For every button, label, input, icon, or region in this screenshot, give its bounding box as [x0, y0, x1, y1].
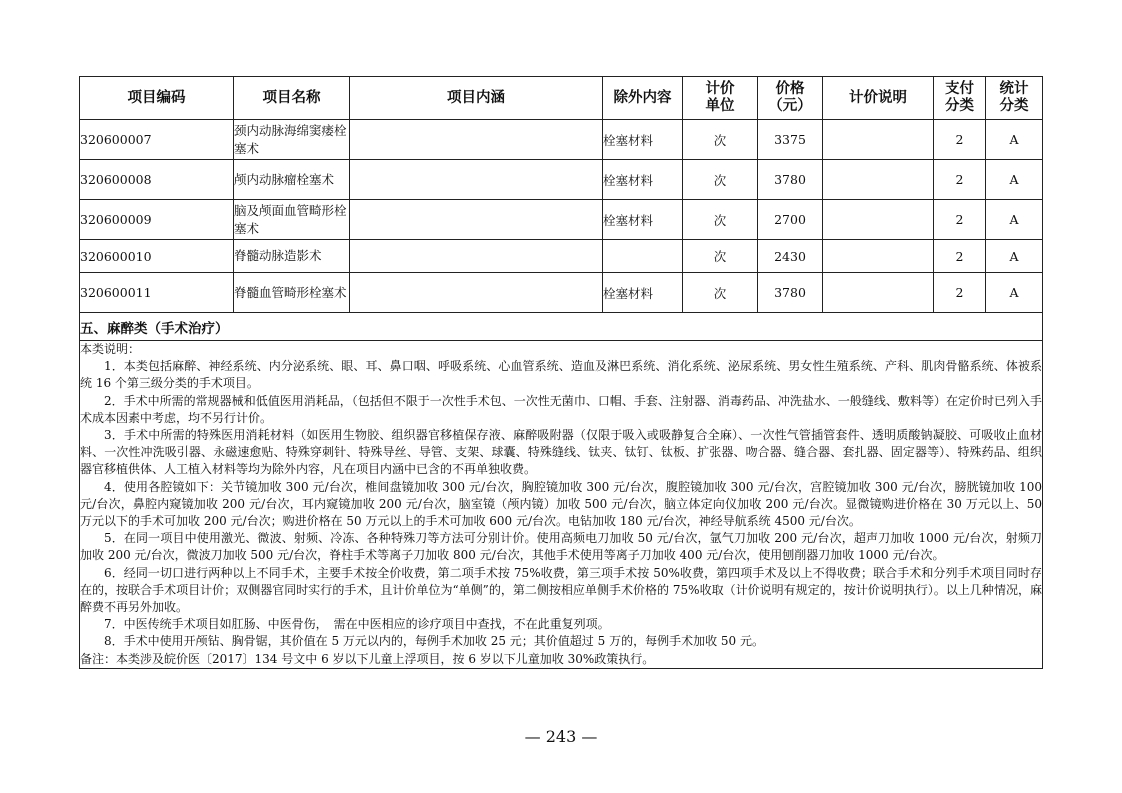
note-paragraph: 2．手术中所需的常规器械和低值医用消耗品，（包括但不限于一次性手术包、一次性无菌巾、口帽、手套、注射器、消毒药品、冲洗盐水、一般缝线、敷料等）在定价时已列入手术成本因素中考虑，均不另行计价。 [80, 393, 1042, 425]
note-paragraph: 8．手术中使用开颅钻、胸骨锯，其价值在 5 万元以内的，每例手术加收 25 元；其价值超过 5 万的，每例手术加收 50 元。 [104, 634, 764, 649]
header-stat: 统计 分类 [986, 77, 1043, 120]
table-row [80, 240, 1043, 273]
cell-stat: A [986, 120, 1043, 160]
section-row [80, 313, 1043, 341]
cell-content [350, 240, 603, 273]
note-paragraph: 7．中医传统手术项目如肛肠、中医骨伤， 需在中医相应的诊疗项目中查找，不在此重复列项。 [104, 617, 610, 632]
cell-unit: 次 [683, 240, 758, 273]
notes-cell [80, 341, 1043, 669]
cell-price: 2430 [758, 240, 823, 273]
header-pay: 支付 分类 [934, 77, 986, 120]
notes-remark: 备注：本类涉及皖价医〔2017〕134 号文中 6 岁以下儿童上浮项目，按 6 岁以下儿童加收 30%政策执行。 [80, 651, 655, 666]
cell-code: 320600011 [80, 273, 234, 313]
cell-unit: 次 [683, 273, 758, 313]
table-row [80, 160, 1043, 200]
table-row [80, 200, 1043, 240]
cell-price: 3780 [758, 273, 823, 313]
cell-name: 颅内动脉瘤栓塞术 [234, 160, 350, 200]
page-number: — 243 — [524, 727, 598, 746]
note-paragraph: 1．本类包括麻醉、神经系统、内分泌系统、眼、耳、鼻口咽、呼吸系统、心血管系统、造血及淋巴系统、消化系统、泌尿系统、男女性生殖系统、产科、肌肉骨骼系统、体被系统 16 个第三级分类的手术项目。 [80, 359, 1042, 391]
cell-exclude [603, 240, 683, 273]
cell-stat: A [986, 160, 1043, 200]
header-content: 项目内涵 [350, 77, 603, 120]
cell-name: 脊髓动脉造影术 [234, 240, 350, 273]
cell-exclude: 栓塞材料 [603, 273, 683, 313]
cell-content [350, 120, 603, 160]
cell-unit: 次 [683, 160, 758, 200]
cell-exclude: 栓塞材料 [603, 160, 683, 200]
cell-pay: 2 [934, 200, 986, 240]
cell-content [350, 200, 603, 240]
cell-code: 320600008 [80, 160, 234, 200]
cell-exclude: 栓塞材料 [603, 200, 683, 240]
header-name: 项目名称 [234, 77, 350, 120]
cell-price: 3780 [758, 160, 823, 200]
table-row [80, 273, 1043, 313]
cell-name: 脊髓血管畸形栓塞术 [234, 273, 350, 313]
notes-row [80, 341, 1043, 669]
section-title: 五、麻醉类（手术治疗） [80, 313, 1043, 341]
cell-desc [823, 240, 934, 273]
cell-content [350, 160, 603, 200]
cell-price: 2700 [758, 200, 823, 240]
notes-heading: 本类说明： [80, 342, 141, 356]
cell-code: 320600009 [80, 200, 234, 240]
table-row [80, 120, 1043, 160]
header-desc: 计价说明 [823, 77, 934, 120]
header-code: 项目编码 [80, 77, 234, 120]
cell-exclude: 栓塞材料 [603, 120, 683, 160]
cell-code: 320600007 [80, 120, 234, 160]
cell-code: 320600010 [80, 240, 234, 273]
cell-unit: 次 [683, 120, 758, 160]
cell-price: 3375 [758, 120, 823, 160]
header-unit: 计价 单位 [683, 77, 758, 120]
note-paragraph: 6．经同一切口进行两种以上不同手术，主要手术按全价收费，第二项手术按 75%收费，第三项手术按 50%收费，第四项手术及以上不得收费；联合手术和分列手术项目同时存在的，按联合手术项目计价；双侧器官同时实行的手术，且计价单位为“单侧”的，第二侧按相应单侧手术价格的 75%收取（计价说明有规定的，按计价说明执行）。以上几种情况，麻醉费不再另外加收。 [80, 565, 1042, 615]
cell-pay: 2 [934, 240, 986, 273]
cell-stat: A [986, 200, 1043, 240]
cell-stat: A [986, 273, 1043, 313]
cell-content [350, 273, 603, 313]
cell-desc [823, 273, 934, 313]
cell-desc [823, 200, 934, 240]
cell-name: 颈内动脉海绵窦瘘栓塞术 [234, 120, 350, 160]
cell-pay: 2 [934, 120, 986, 160]
cell-stat: A [986, 240, 1043, 273]
note-paragraph: 4．使用各腔镜如下：关节镜加收 300 元/台次，椎间盘镜加收 300 元/台次，胸腔镜加收 300 元/台次，腹腔镜加收 300 元/台次，宫腔镜加收 300 元/台次，膀胱镜加收 100 元/台次，鼻腔内窥镜加收 200 元/台次，耳内窥镜加收 200 元/台次，脑室镜（颅内镜）加收 500 元/台次，脑立体定向仪加收 200 元/台次。显微镜购进价格在 30 万元以上、50 万元以下的手术可加收 200 元/台次；购进价格在 50 万元以上的手术可加收 600 元/台次。电钻加收 180 元/台次，神经导航系统 4500 元/台次。 [80, 479, 1042, 529]
cell-name: 脑及颅面血管畸形栓塞术 [234, 200, 350, 240]
note-paragraph: 3．手术中所需的特殊医用消耗材料（如医用生物胶、组织器官移植保存液、麻醉吸附器（仅限于吸入或吸静复合全麻）、一次性气管插管套件、透明质酸钠凝胶、可吸收止血材料、一次性冲洗吸引器、永磁速愈贴、特殊穿刺针、特殊导丝、导管、支架、球囊、特殊缝线、钛夹、钛钉、钛板、扩张器、吻合器、缝合器、套扎器、固定器等）、特殊药品、组织器官移植供体、人工植入材料等均为除外内容，凡在项目内涵中已含的不再单独收费。 [80, 428, 1042, 477]
header-exclude: 除外内容 [603, 77, 683, 120]
cell-desc [823, 120, 934, 160]
header-price: 价格 （元） [758, 77, 823, 120]
cell-unit: 次 [683, 200, 758, 240]
table-header-row [80, 77, 1043, 120]
note-paragraph: 5．在同一项目中使用激光、微波、射频、冷冻、各种特殊刀等方法可分别计价。使用高频电刀加收 50 元/台次，氩气刀加收 200 元/台次，超声刀加收 1000 元/台次，射频刀加收 200 元/台次，微波刀加收 500 元/台次，脊柱手术等离子刀加收 800 元/台次，其他手术使用等离子刀加收 400 元/台次，使用刨削器刀加收 1000 元/台次。 [80, 531, 1042, 563]
cell-desc [823, 160, 934, 200]
cell-pay: 2 [934, 160, 986, 200]
cell-pay: 2 [934, 273, 986, 313]
price-table [79, 76, 1043, 669]
